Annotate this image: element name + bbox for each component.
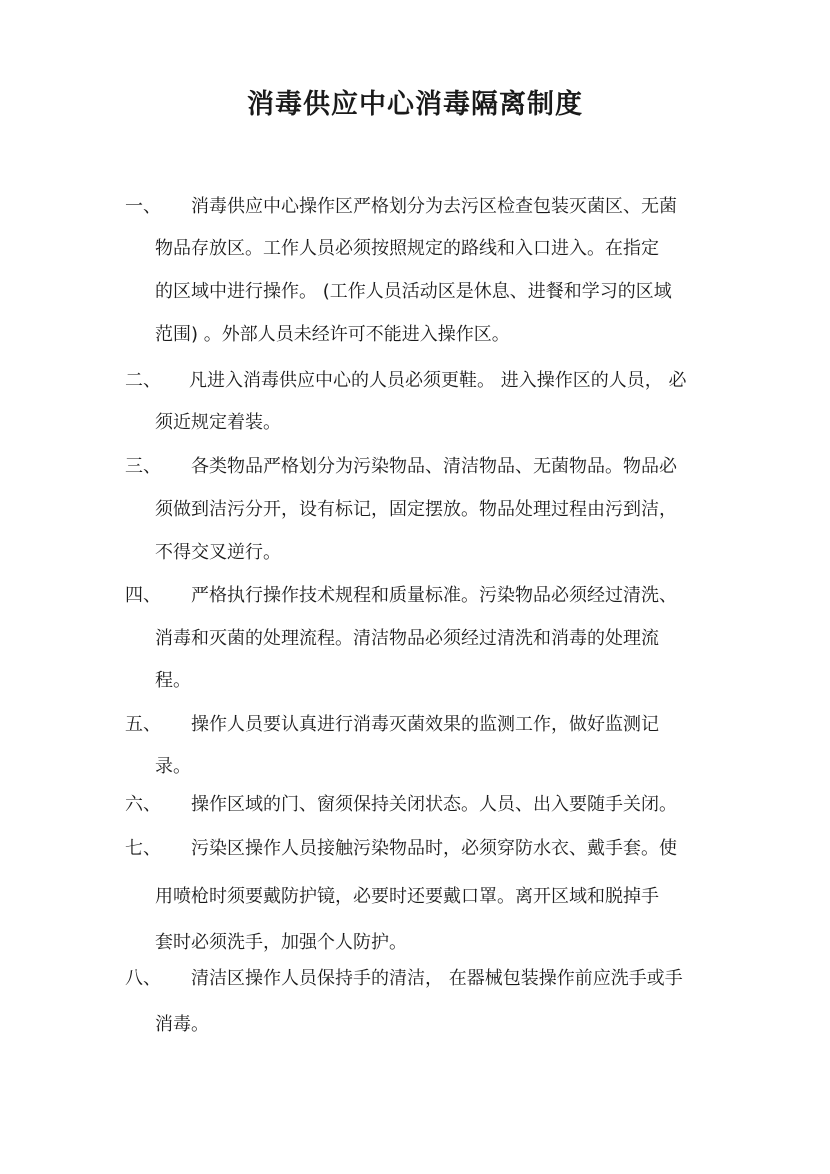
item-number: 五、 — [125, 714, 161, 735]
item-number: 一、 — [125, 196, 161, 217]
item-number: 六、 — [125, 794, 161, 815]
item-line: 的区域中进行操作。 (工作人员活动区是休息、进餐和学习的区域 — [155, 281, 672, 302]
item-number: 八、 — [125, 968, 161, 989]
item-number: 七、 — [125, 838, 161, 859]
item-line: 严格执行操作技术规程和质量标准。污染物品必须经过清洗、 — [191, 585, 677, 606]
item-line: 凡进入消毒供应中心的人员必须更鞋。 进入操作区的人员， 必 — [189, 370, 687, 391]
item-line: 消毒。 — [155, 1014, 209, 1035]
item-line: 录。 — [155, 756, 191, 777]
item-line: 清洁区操作人员保持手的清洁， 在器械包装操作前应洗手或手 — [191, 968, 683, 989]
item-line: 范围) 。外部人员未经许可不能进入操作区。 — [155, 324, 510, 345]
item-line: 消毒供应中心操作区严格划分为去污区检查包装灭菌区、无菌 — [191, 196, 677, 217]
item-line: 各类物品严格划分为污染物品、清洁物品、无菌物品。物品必 — [191, 456, 677, 477]
item-line: 物品存放区。工作人员必须按照规定的路线和入口进入。在指定 — [155, 238, 659, 259]
item-line: 操作区域的门、窗须保持关闭状态。人员、出入要随手关闭。 — [191, 794, 677, 815]
item-number: 三、 — [125, 456, 161, 477]
item-line: 程。 — [155, 670, 191, 691]
item-number: 四、 — [125, 585, 161, 606]
document-title: 消毒供应中心消毒隔离制度 — [247, 89, 583, 120]
item-line: 污染区操作人员接触污染物品时，必须穿防水衣、戴手套。使 — [191, 838, 677, 859]
item-line: 不得交叉逆行。 — [155, 542, 281, 563]
item-line: 套时必须洗手，加强个人防护。 — [155, 932, 407, 953]
item-line: 用喷枪时须要戴防护镜，必要时还要戴口罩。离开区域和脱掉手 — [155, 886, 659, 907]
item-line: 消毒和灭菌的处理流程。清洁物品必须经过清洗和消毒的处理流 — [155, 628, 659, 649]
item-line: 操作人员要认真进行消毒灭菌效果的监测工作，做好监测记 — [191, 714, 659, 735]
item-line: 须做到洁污分开，设有标记，固定摆放。物品处理过程由污到洁， — [155, 499, 677, 520]
item-line: 须近规定着装。 — [155, 412, 281, 433]
item-number: 二、 — [125, 370, 161, 391]
